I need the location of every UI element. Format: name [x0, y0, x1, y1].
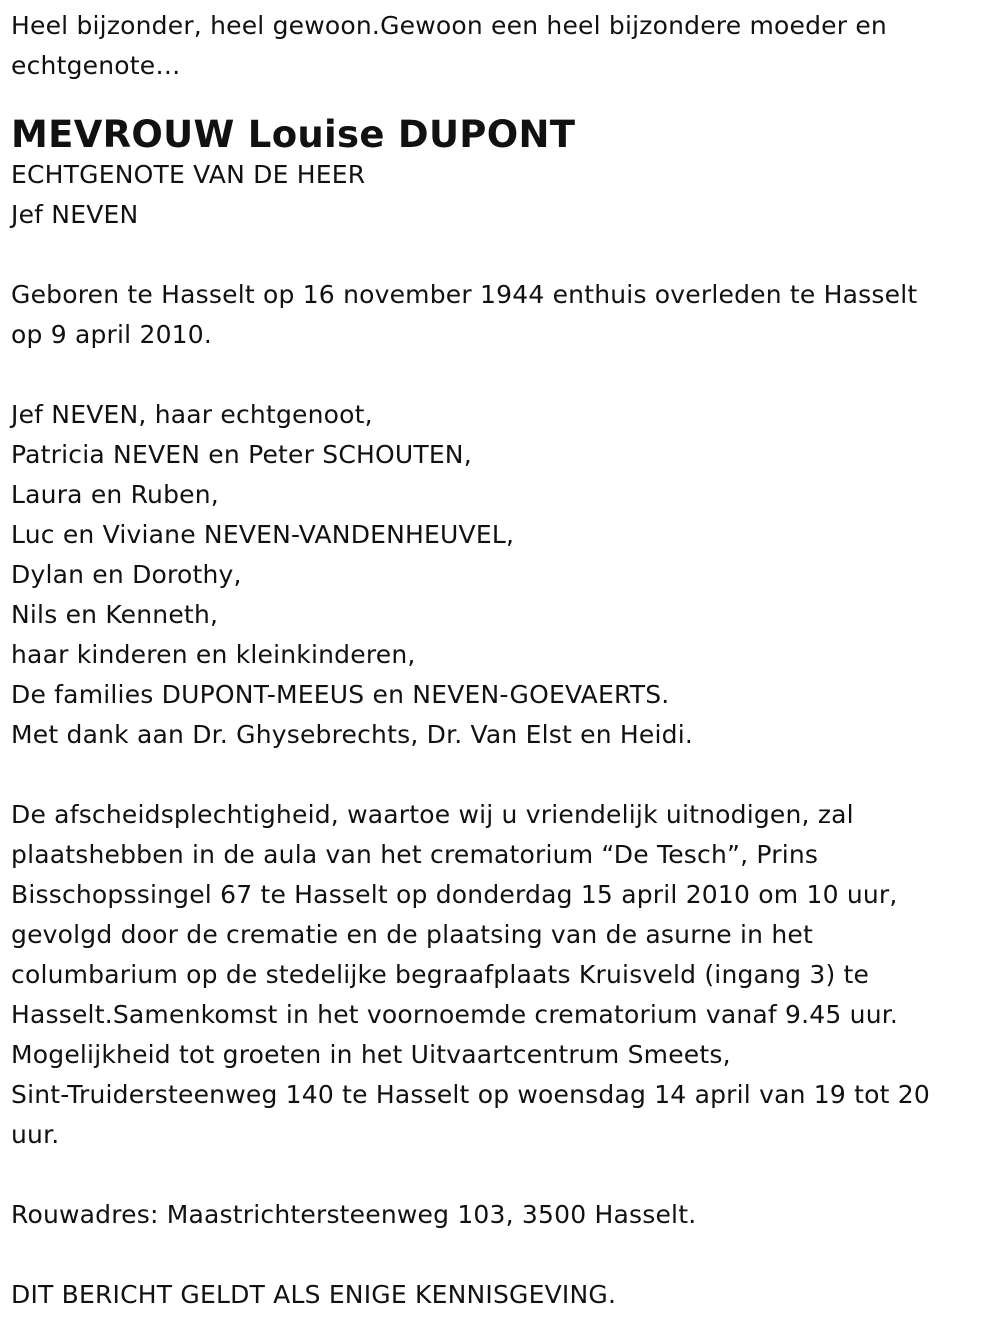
ceremony-line: Mogelijkheid tot groeten in het Uitvaartcentrum Smeets, [11, 1040, 731, 1069]
ceremony-line: columbarium op de stedelijke begraafplaats Kruisveld (ingang 3) te [11, 960, 870, 989]
family-line: Patricia NEVEN en Peter SCHOUTEN, [11, 440, 472, 469]
mourning-address: Rouwadres: Maastrichtersteenweg 103, 3500 Hasselt. [11, 1200, 697, 1229]
spouse-block [11, 155, 991, 235]
family-line: De families DUPONT-MEEUS en NEVEN-GOEVAERTS. [11, 680, 670, 709]
ceremony-line: plaatshebben in de aula van het crematorium “De Tesch”, Prins [11, 840, 819, 869]
family-line: Laura en Ruben, [11, 480, 219, 509]
spacer [11, 1235, 991, 1275]
birth-death-paragraph [11, 275, 991, 355]
ceremony-line: De afscheidsplechtigheid, waartoe wij u vriendelijk uitnodigen, zal [11, 800, 854, 829]
ceremony-line: Bisschopssingel 67 te Hasselt op donderdag 15 april 2010 om 10 uur, [11, 880, 898, 909]
family-line: haar kinderen en kleinkinderen, [11, 640, 416, 669]
birth-death-line: op 9 april 2010. [11, 320, 213, 349]
spouse-line: ECHTGENOTE VAN DE HEER [11, 160, 366, 189]
ceremony-line: gevolgd door de crematie en de plaatsing van de asurne in het [11, 920, 813, 949]
intro-line: echtgenote… [11, 51, 181, 80]
family-list [11, 395, 991, 755]
obituary-document [11, 0, 991, 1315]
ceremony-line: uur. [11, 1120, 60, 1149]
ceremony-paragraph [11, 795, 991, 1155]
family-line: Dylan en Dorothy, [11, 560, 242, 589]
family-line: Met dank aan Dr. Ghysebrechts, Dr. Van Elst en Heidi. [11, 720, 693, 749]
spacer [11, 235, 991, 275]
deceased-block [11, 109, 991, 159]
spacer [11, 355, 991, 395]
ceremony-line: Sint-Truidersteenweg 140 te Hasselt op woensdag 14 april van 19 tot 20 [11, 1080, 930, 1109]
ceremony-line: Hasselt.Samenkomst in het voornoemde crematorium vanaf 9.45 uur. [11, 1000, 899, 1029]
notice-line: DIT BERICHT GELDT ALS ENIGE KENNISGEVING. [11, 1280, 617, 1309]
intro-paragraph [11, 0, 991, 86]
deceased-name: MEVROUW Louise DUPONT [11, 113, 576, 156]
birth-death-line: Geboren te Hasselt op 16 november 1944 enthuis overleden te Hasselt [11, 280, 918, 309]
family-line: Luc en Viviane NEVEN-VANDENHEUVEL, [11, 520, 515, 549]
spouse-line: Jef NEVEN [11, 200, 139, 229]
spacer [11, 1155, 991, 1195]
spacer [11, 755, 991, 795]
intro-line: Heel bijzonder, heel gewoon.Gewoon een heel bijzondere moeder en [11, 11, 887, 40]
family-line: Jef NEVEN, haar echtgenoot, [11, 400, 373, 429]
family-line: Nils en Kenneth, [11, 600, 219, 629]
